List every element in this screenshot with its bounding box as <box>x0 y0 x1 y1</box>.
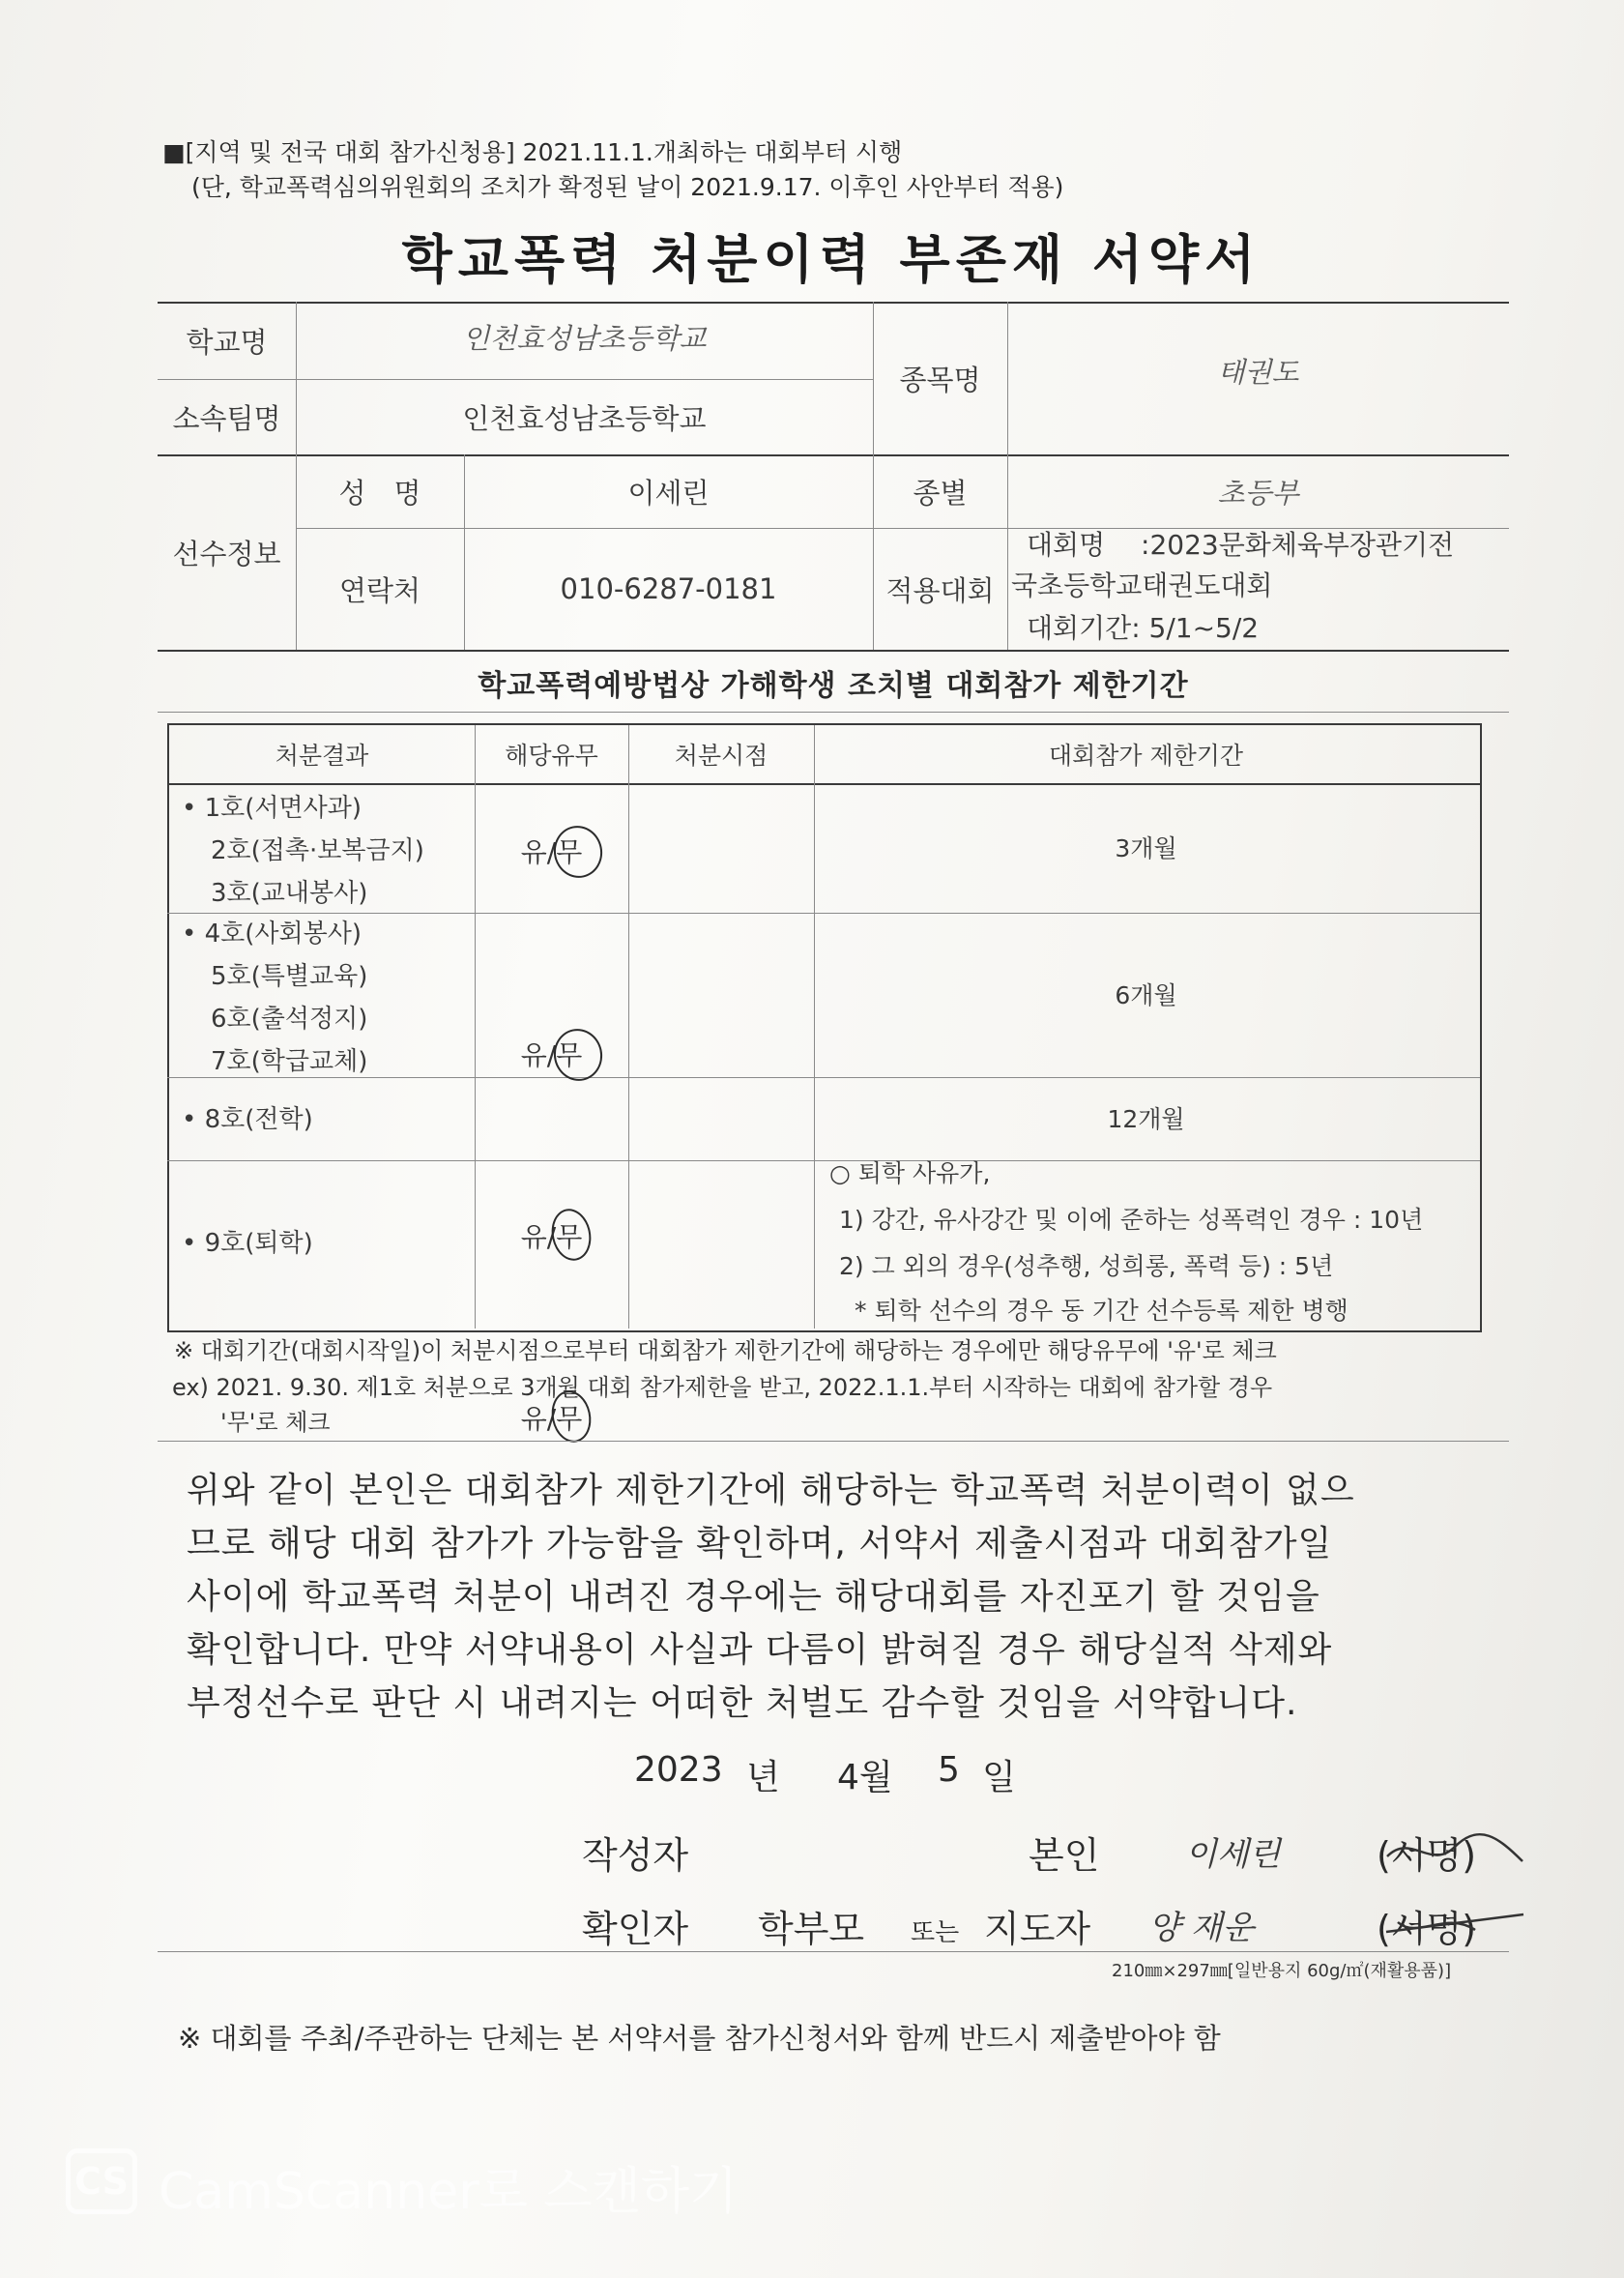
date-year-unit: 년 <box>746 1758 780 1797</box>
competition-name-cont: 국초등학교태권도대회 <box>1011 570 1273 601</box>
header-result: 처분결과 <box>275 742 369 770</box>
bottom-note: ※ 대회를 주최/주관하는 단체는 본 서약서를 참가신청서와 함께 반드시 제출받아야 함 <box>178 2022 1221 2055</box>
notice-line-1: ■[지역 및 전국 대회 참가신청용] 2021.11.1.개최하는 대회부터 시행 <box>162 138 903 166</box>
category-value: 초등부 <box>1217 476 1299 510</box>
or-label: 또는 <box>911 1918 960 1947</box>
divider <box>158 650 1509 652</box>
table-row-1-item-3: 3호(교내봉사) <box>211 879 368 908</box>
row-2-period: 6개월 <box>1115 981 1177 1009</box>
player-info-label: 선수정보 <box>172 537 281 570</box>
header-disposition-date: 처분시점 <box>674 742 768 770</box>
no-circle-mark <box>549 821 607 882</box>
divider <box>158 712 1509 713</box>
signature-scribble-icon <box>1382 1827 1527 1876</box>
school-value: 인천효성남초등학교 <box>462 321 707 355</box>
page-title: 학교폭력 처분이력 부존재 서약서 <box>401 229 1262 290</box>
camscanner-watermark: CamScanner로 스캔하기 <box>159 2163 739 2221</box>
writer-label: 작성자 <box>582 1834 689 1877</box>
table-row-4-item-1: • 9호(퇴학) <box>182 1229 313 1258</box>
row-4-period-line-2: 1) 강간, 유사강간 및 이에 준하는 성폭력인 경우 : 10년 <box>839 1206 1424 1234</box>
table-row-2-item-3: 6호(출석정지) <box>211 1005 368 1034</box>
row-4-period-line-4: * 퇴학 선수의 경우 동 기간 선수등록 제한 병행 <box>855 1297 1348 1325</box>
header-restriction-period: 대회참가 제한기간 <box>1048 742 1244 770</box>
divider <box>158 1951 1509 1952</box>
camscanner-logo-icon: CS <box>66 2148 137 2214</box>
row-1-yes-no[interactable] <box>475 822 628 880</box>
date-year: 2023 <box>634 1750 723 1790</box>
table-row-2-item-1: • 4호(사회봉사) <box>182 920 362 949</box>
team-label: 소속팀명 <box>172 401 281 435</box>
name-value: 이세린 <box>627 476 710 510</box>
yes-no-text: 유/무 <box>520 1221 583 1253</box>
table-row-2-item-4: 7호(학급교체) <box>211 1047 368 1076</box>
header-applicable: 해당유무 <box>505 742 598 770</box>
event-label: 종목명 <box>899 363 981 396</box>
footnote-line-2: ex) 2021. 9.30. 제1호 처분으로 3개월 대회 참가제한을 받고, 2022.1.1.부터 시작하는 대회에 참가할 경우 <box>172 1374 1273 1401</box>
divider <box>628 725 629 1329</box>
row-3-period: 12개월 <box>1107 1105 1185 1133</box>
self-sign-mark[interactable]: (서명) <box>1377 1834 1477 1877</box>
school-label: 학교명 <box>186 325 268 359</box>
self-handwritten-name: 이세린 <box>1185 1835 1281 1874</box>
team-value: 인천효성남초등학교 <box>462 401 707 435</box>
parent-label: 학부모 <box>758 1908 865 1950</box>
confirmer-label: 확인자 <box>582 1908 689 1950</box>
signature-scribble-icon <box>1378 1901 1533 1949</box>
restriction-subtitle: 학교폭력예방법상 가해학생 조치별 대회참가 제한기간 <box>478 669 1189 703</box>
table-row-1-item-1: • 1호(서면사과) <box>182 794 362 823</box>
coach-sign-mark[interactable]: (서명) <box>1377 1908 1477 1950</box>
yes-no-text: 유/무 <box>520 1039 583 1071</box>
competition-name: 대회명 :2023문화체육부장관기전 <box>1027 529 1455 561</box>
pledge-line-4: 확인합니다. 만약 서약내용이 사실과 다름이 밝혀질 경우 해당실적 삭제와 <box>187 1630 1333 1670</box>
table-row-3-item-1: • 8호(전학) <box>182 1105 313 1134</box>
self-label: 본인 <box>1029 1834 1100 1877</box>
date-day-unit: 일 <box>982 1758 1016 1797</box>
pledge-line-5: 부정선수로 판단 시 내려지는 어떠한 처벌도 감수할 것임을 서약합니다. <box>187 1683 1298 1723</box>
table-row-1-item-2: 2호(접촉·보복금지) <box>211 836 424 865</box>
divider <box>167 1160 1480 1161</box>
divider <box>158 1441 1509 1442</box>
yes-no-text: 유/무 <box>520 836 583 868</box>
date-month: 4월 <box>837 1758 893 1797</box>
row-4-period-line-3: 2) 그 외의 경우(성추행, 성희롱, 폭력 등) : 5년 <box>839 1252 1334 1280</box>
no-circle-mark <box>547 1205 595 1264</box>
notice-line-2: (단, 학교폭력심의위원회의 조치가 확정된 날이 2021.9.17. 이후인 사안부터 적용) <box>191 173 1064 201</box>
row-4-period-line-1: ○ 퇴학 사유가, <box>829 1159 991 1187</box>
pledge-line-2: 므로 해당 대회 참가가 가능함을 확인하며, 서약서 제출시점과 대회참가일 <box>187 1524 1333 1563</box>
pledge-line-3: 사이에 학교폭력 처분이 내려진 경우에는 해당대회를 자진포기 할 것임을 <box>187 1577 1320 1617</box>
category-label: 종별 <box>913 476 968 510</box>
row-2-yes-no[interactable] <box>475 1025 628 1083</box>
name-label: 성 명 <box>338 476 421 510</box>
contact-label: 연락처 <box>338 573 421 607</box>
row-1-period: 3개월 <box>1115 834 1177 862</box>
table-row-2-item-2: 5호(특별교육) <box>211 962 368 991</box>
competition-period: 대회기간: 5/1~5/2 <box>1027 612 1260 644</box>
no-circle-mark <box>549 1024 607 1085</box>
yes-no-text: 유/무 <box>520 1403 583 1435</box>
event-value: 태권도 <box>1217 355 1299 389</box>
date-day: 5 <box>938 1750 960 1790</box>
paper-spec: 210㎜×297㎜[일반용지 60g/㎡(재활용품)] <box>1112 1961 1452 1981</box>
footnote-line-3: '무'로 체크 <box>220 1409 331 1436</box>
applied-competition-label: 적용대회 <box>885 573 995 607</box>
pledge-line-1: 위와 같이 본인은 대회참가 제한기간에 해당하는 학교폭력 처분이력이 없으 <box>187 1471 1355 1510</box>
row-3-yes-no[interactable] <box>475 1207 628 1265</box>
footnote-line-1: ※ 대회기간(대회시작일)이 처분시점으로부터 대회참가 제한기간에 해당하는 경우에만 해당유무에 '유'로 체크 <box>174 1337 1277 1364</box>
coach-handwritten-name: 양 재운 <box>1148 1909 1255 1947</box>
coach-label: 지도자 <box>984 1908 1091 1950</box>
contact-value: 010-6287-0181 <box>560 572 777 605</box>
